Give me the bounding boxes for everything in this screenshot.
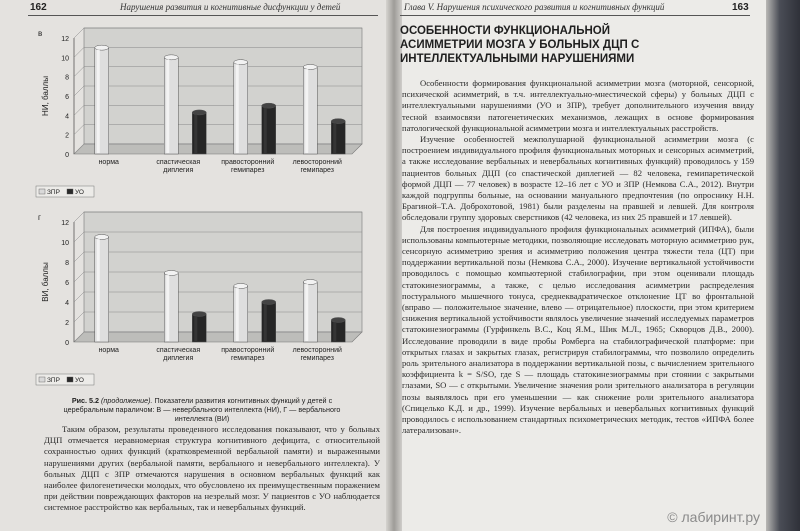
legend-swatch	[39, 189, 45, 194]
legend-entry: УО	[75, 189, 84, 196]
book-gutter	[386, 0, 402, 531]
category-label: левосторонний	[292, 347, 342, 354]
chart-verbal-intelligence	[34, 208, 374, 388]
category-label: гемипарез	[230, 355, 265, 362]
plot-floor	[74, 144, 362, 154]
grid-line	[74, 67, 84, 77]
y-tick-label: 6	[65, 280, 69, 287]
category-label: гемипарез	[300, 355, 335, 362]
bar	[164, 55, 178, 154]
panel-label: в	[38, 29, 43, 38]
plot-floor	[74, 332, 362, 342]
y-tick-label: 2	[65, 132, 69, 140]
bar	[303, 280, 317, 343]
y-tick-label: 6	[65, 94, 69, 101]
left-body-text	[44, 424, 380, 514]
category-label: гемипарез	[230, 167, 265, 174]
panel-label: г	[38, 213, 41, 222]
grid-line	[74, 272, 84, 282]
caption-label: Рис. 5.2	[71, 396, 100, 405]
caption-suffix: (продолжение).	[101, 396, 153, 405]
legend-swatch	[39, 377, 45, 382]
right-header-rule	[400, 15, 750, 16]
y-tick-label: 2	[65, 320, 69, 327]
bar	[331, 119, 345, 154]
section-heading: ОСОБЕННОСТИ ФУНКЦИОНАЛЬНОЙ АСИММЕТРИИ МОЗГА У БОЛЬНЫХ ДЦП С ИНТЕЛЛЕКТУАЛЬНЫМИ НАРУШЕНИЯМИ	[400, 25, 640, 65]
bar	[164, 271, 178, 343]
left-running-head: Нарушения развития и когнитивные дисфункции у детей	[120, 2, 341, 12]
legend-swatch	[67, 377, 73, 382]
bar	[192, 312, 206, 343]
category-label: правосторонний	[221, 347, 275, 354]
grid-line	[74, 86, 84, 96]
chart-panel-g	[34, 208, 374, 393]
legend-entry: ЗПР	[47, 377, 60, 384]
grid-line	[74, 212, 84, 222]
figure-caption	[52, 396, 352, 423]
bar	[234, 60, 248, 154]
category-label: норма	[98, 347, 119, 354]
right-running-head: Глава V. Нарушения психического развития и когнитивных функций	[404, 2, 665, 12]
category-label: диплегия	[163, 167, 194, 174]
bar	[192, 110, 206, 154]
legend-entry: УО	[75, 377, 84, 384]
y-axis-label: ВИ, баллы	[41, 262, 50, 302]
grid-line	[74, 232, 84, 242]
y-tick-label: 10	[61, 240, 69, 247]
right-page-number: 163	[732, 2, 749, 13]
grid-line	[74, 312, 84, 322]
y-tick-label: 4	[65, 300, 69, 307]
category-label: спастическая	[156, 159, 201, 166]
y-tick-label: 10	[61, 55, 69, 63]
grid-line	[74, 28, 84, 38]
legend	[36, 374, 94, 385]
left-page-number: 162	[30, 2, 47, 13]
bar	[95, 45, 109, 154]
chart-nonverbal-intelligence	[34, 24, 374, 200]
y-tick-label: 12	[61, 36, 69, 43]
category-label: диплегия	[163, 355, 194, 362]
right-paragraph-3: Для построения индивидуального профиля функциональных асимметрий (ИПФА), были использованы компьютерные методики, позволяющие исследовать моторную асимметрию рук, сенсорную асимметрию зрения и асимметрию положения центра тяжести тела (ЦТ) при поддержании вертикальной позы (Немкова С.А., 2000). Изучение вертикальной устойчивости проводилось с помощью компьютерной стабилографии, при этом оценивали площадь статокинезиограммы, а также, с целью исследования асимметрии распределения постурального мышечного тонуса, среднеквадратическое отклонение ЦТ во фронтальной (вправо — положительное значение, влево — отрицательное) плоскости, при этом критерием снижения вертикальной устойчивости являлось увеличение значений исследуемых параметров статокинезиограммы (Гурфинкель В.С., Коц Я.М., Шик М.Л., 1965; Скворцов Д.В., 2000). Исследование проводили в виде пробы Ромберга на стабилографической платформе: при открытых глазах и закрытых глазах, регистрируя стабилограммы, что позволило определить роль зрительного анализатора в поддержании вертикальной позы, с вычислением зрительного коэффициента k = S/SO, где S — площадь статокинезиограммы при стоянии с закрытыми глазами, SO — с открытыми. Увеличение значения роли зрительного анализатора в регуляции позы выявлялось при его уменьшении — как снижение роли зрительного анализатора (Спицелько К.Д. и др., 1999). Изучение вербальных и невербальных когнитивных функций проводилось с использованием стандартных психометрических методик, тестов «ИПФА более латерализован».	[402, 223, 754, 436]
category-label: гемипарез	[300, 167, 335, 174]
category-label: спастическая	[156, 347, 201, 354]
grid-line	[74, 125, 84, 135]
right-paragraph-1: Особенности формирования функциональной асимметрии мозга (моторной, сенсорной, психической асимметрий, в т.ч. интеллектуально-мнестической сферы) у больных ДЦП с интеллектуальными нарушениями (УО и ЗПР), требует дополнительного изучения ввиду тесной взаимосвязи патогенетических механизмов, лежащих в основе формирования патологической функциональной асимметрии мозга и интеллектуальных расстройств.	[402, 78, 754, 133]
grid-line	[74, 47, 84, 57]
bar	[234, 284, 248, 343]
grid-line	[74, 292, 84, 302]
right-paragraph-2: Изучение особенностей межполушарной функциональной асимметрии мозга (с построением индивидуального профиля функциональных моторных и сенсорных асимметрий, а также исследование вербальных и невербальных когнитивных функций) проводилось у 159 пациентов больных ДЦП (со спастической диплегией — 82 человека, гемипаретической формой ДЦП — 77 человек) в возрасте 12–16 лет с УО и ЗПР (Немкова С.А., 2012). Внутри каждой подгруппы больные, на основании мануального предпочтения (по опроснику Н.Н. Брагиной–Т.А. Доброхотовой, 1981) были разделены на правшей и левшей. Для контроля обследовали группу здоровых сверстников (42 человека, из них 25 правшей и 17 левшей).	[402, 134, 754, 223]
right-body-text	[402, 78, 754, 437]
chart-panel-v	[34, 24, 374, 205]
category-label: норма	[98, 159, 119, 166]
bar	[95, 235, 109, 343]
legend-swatch	[67, 189, 73, 194]
caption-text: Показатели развития когнитивных функций у детей с церебральным параличом: В — невербального интеллекта (НИ), Г — вербального интеллекта (ВИ)	[63, 396, 341, 423]
left-header-rule	[28, 15, 378, 16]
bar	[262, 103, 276, 154]
bar	[262, 300, 276, 343]
grid-line	[74, 252, 84, 262]
bar	[303, 65, 317, 155]
y-axis-label: НИ, баллы	[41, 76, 50, 116]
y-tick-label: 8	[65, 260, 69, 267]
left-paragraph: Таким образом, результаты проведенного исследования показывают, что у больных ДЦП отмечается неравномерная структура когнитивного дефицита, с относительной сохранностью одних функций (кратковременной вербальной памяти) и выраженными нарушениями других (вербальной памяти, вербального и невербального интеллекта). У больных ДЦП с ЗПР отмечаются нарушения в основном вербальных функций как наиболее филогенетически молодых, что обусловлено их преимущественным поражением при действии повреждающих факторов на незрелый мозг. У пациентов с УО наблюдается системное расстройство как вербальных, так и невербальных функций.	[44, 424, 380, 513]
legend	[36, 186, 94, 197]
category-label: левосторонний	[292, 159, 342, 166]
category-label: правосторонний	[221, 159, 275, 166]
watermark: © лабиринт.ру	[667, 509, 760, 525]
grid-line	[74, 105, 84, 115]
y-tick-label: 12	[61, 220, 69, 227]
legend-entry: ЗПР	[47, 189, 60, 196]
y-tick-label: 0	[65, 152, 69, 159]
bar	[331, 318, 345, 343]
y-tick-label: 8	[65, 74, 69, 82]
y-tick-label: 0	[65, 340, 69, 347]
y-tick-label: 4	[65, 113, 69, 121]
book-edge	[766, 0, 800, 531]
